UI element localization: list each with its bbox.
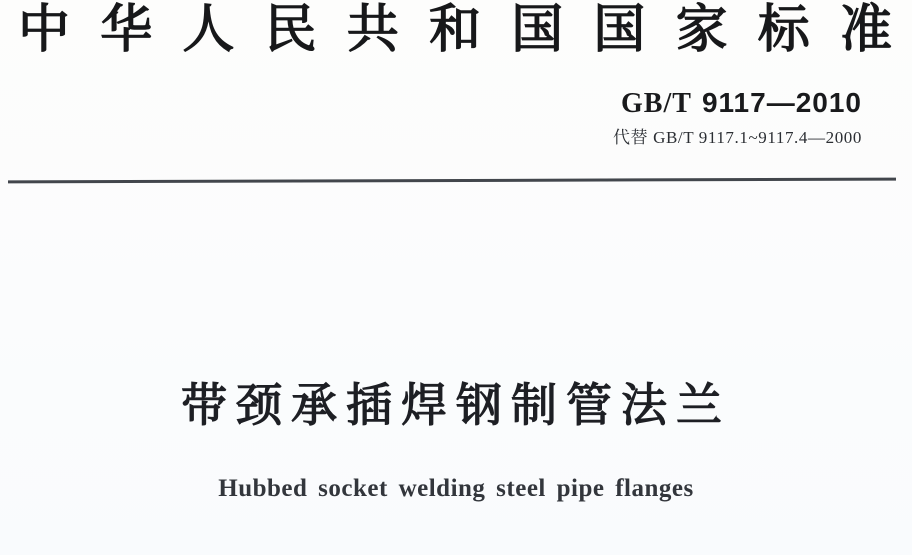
standard-code-block xyxy=(613,88,862,148)
document-title-english: Hubbed socket welding steel pipe flanges xyxy=(218,475,694,502)
standard-code-number: 9117—2010 xyxy=(701,87,862,118)
replaces-note: 代替 GB/T 9117.1~9117.4—2000 xyxy=(613,127,862,147)
standard-code xyxy=(613,88,862,120)
divider-rule xyxy=(8,178,896,184)
document-title-chinese: 带颈承插焊钢制管法兰 xyxy=(181,379,731,431)
standard-code-prefix: GB/T xyxy=(621,88,692,119)
national-standard-header: 中华人民共和国国家标准 xyxy=(18,2,892,59)
